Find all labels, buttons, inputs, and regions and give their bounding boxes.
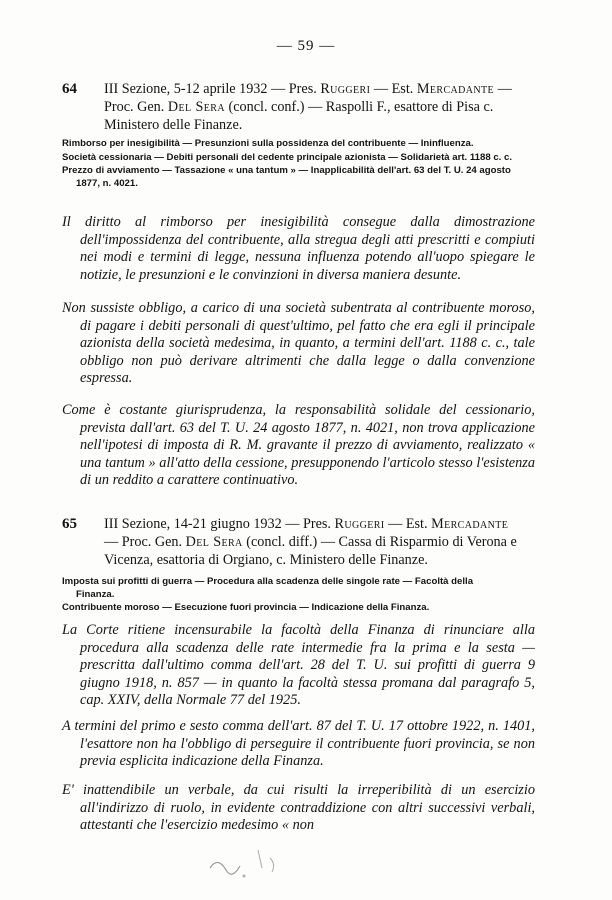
case-number: 65 xyxy=(62,516,77,532)
case-64-massime xyxy=(62,138,512,191)
case-65-paragraph: E' inattendibile un verbale, da cui risulti la irreperibilità di un esercizio all'indirizzo di ruolo, in evidente contraddizione con altri successivi verbali, attestanti che l'esercizio medesimo « non xyxy=(62,782,535,834)
case-65-massime xyxy=(62,576,512,616)
massima: Società cessionaria — Debiti personali del cedente principale azionista — Solidarietà art. 1188 c. c. xyxy=(62,151,513,163)
case-65-header xyxy=(62,515,522,569)
massima: Rimborso per inesigibilità — Presunzioni sulla possidenza del contribuente — Ininfluenza. xyxy=(62,138,474,149)
case-64-paragraph: Non sussiste obbligo, a carico di una società subentrata al contribuente moroso, di pagare i debiti personali di quest'ultimo, pel fatto che era egli il principale azionista della società medesima, in quanto, a termini dell'art. 1188 c. c., tale obbligo non può derivare altrimenti che dalla legge o dalla convenzione espressa. xyxy=(62,300,535,387)
ink-smudge xyxy=(200,838,300,886)
case-64-paragraph: Come è costante giurisprudenza, la responsabilità solidale del cessionario, prevista dall'art. 63 del T. U. 24 agosto 1877, n. 4021, non trova applicazione nell'ipotesi di imposta di R. M. gravante il prezzo di avviamento, realizzato « una tantum » all'atto della cessione, presupponendo l'articolo stesso l'esistenza di un reddito a carattere continuativo. xyxy=(62,402,535,489)
page-number: — 59 — xyxy=(276,38,336,54)
case-64-header xyxy=(62,80,522,134)
case-65-paragraph: A termini del primo e sesto comma dell'art. 87 del T. U. 17 ottobre 1922, n. 1401, l'esattore non ha l'obbligo di perseguire il contribuente fuori provincia, se non previa esplicita indicazione della Finanza. xyxy=(62,718,535,770)
case-64-paragraph: Il diritto al rimborso per inesigibilità consegue dalla dimostrazione dell'impossidenza del contribuente, alla stregua degli atti prescritti e compiuti nei modi e termini di legge, nessuna influenza potendo all'uopo spiegare le notizie, le presunzioni e le convinzioni in diversa maniera desunte. xyxy=(62,214,535,283)
massima: Imposta sui profitti di guerra — Procedura alla scadenza delle singole rate — Facoltà della Finanza. xyxy=(62,576,474,600)
case-heading: III Sezione, 14-21 giugno 1932 — Pres. Ruggeri — Est. Mercadante — Proc. Gen. Del Sera (concl. diff.) — Cassa di Risparmio di Verona e Vicenza, esattoria di Orgiano, c. Ministero delle Finanze. xyxy=(104,516,517,568)
case-heading: III Sezione, 5-12 aprile 1932 — Pres. Ruggeri — Est. Mercadante — Proc. Gen. Del Sera (concl. conf.) — Raspolli F., esattore di Pisa c. Ministero delle Finanze. xyxy=(104,81,512,133)
case-65-paragraph: La Corte ritiene incensurabile la facoltà della Finanza di rinunciare alla procedura alla scadenza delle rate intermedie fra la prima e la sesta — prescritta dall'ultimo comma dell'art. 28 del T. U. sui profitti di guerra 9 giugno 1918, n. 857 — in quanto la facoltà stessa promana dal paragrafo 5, cap. XXIV, della Normale 77 del 1925. xyxy=(62,622,535,709)
massima: Prezzo di avviamento — Tassazione « una tantum » — Inapplicabilità dell'art. 63 del T. U. 24 agosto 1877, n. 4021. xyxy=(62,165,511,189)
case-number: 64 xyxy=(62,81,77,97)
massima: Contribuente moroso — Esecuzione fuori provincia — Indicazione della Finanza. xyxy=(62,602,430,613)
